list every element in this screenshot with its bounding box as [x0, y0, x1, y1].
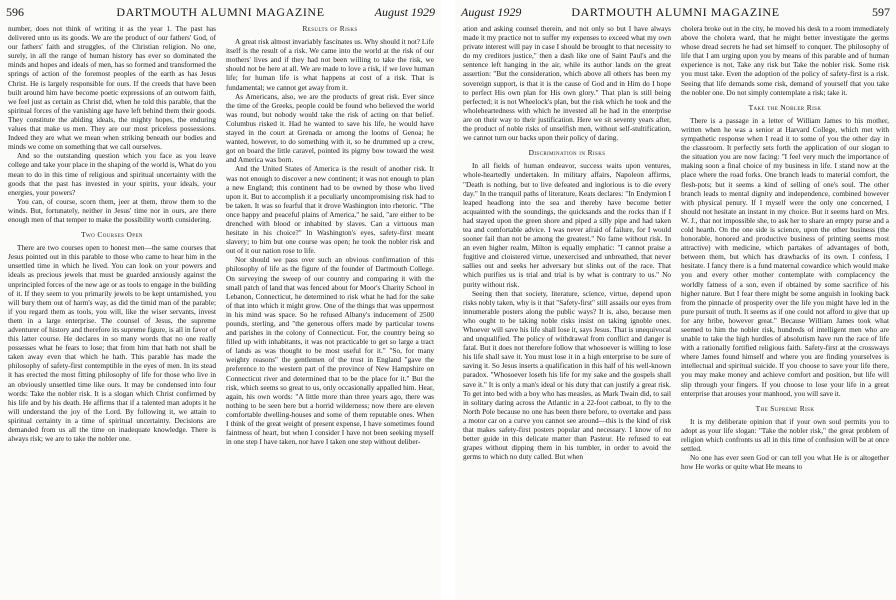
paragraph: There are two courses open to honest men—the same courses that Jesus pointed out in this parable to those who came to hear him in the unsettled time in which he lived. You can look on your powers and ideals as precious jewels that must be guarded anxiously against the unprincipled forces of the new age or as tools to engage in the building of it. If they seem to you primarily jewels to be kept untarnished, you will bury them out of harm's way, as did the timid man of the parable; if you regard them as tools, you will, like the wiser servants, invest them in a large enterprise. The counsel of Jesus, the supreme adventurer of history and therefore its supreme figure, is all in favor of this latter course. He declares in so many words that no one really possesses what he fears to lose; that from him that hath not shall be taken away even that which he hath. This parable has made the philosophy of safety-first contemptible in the eyes of men. In its stead it has erected the most fitting philosophy of life for those who live in an obviously unsettled time like ours. It may be condensed into four words: Take the nobler risk. It is a slogan which Christ confirmed by his life and by his death. He affirms that if a talented man adopts it he will understand the joy of the Lord. By following it, we attain to spiritual certainty in a time of spiritual uncertainty. Decisions are demanded from us all the time on inadequate knowledge. There is always risk; we are to take the nobler one.	[8, 243, 216, 444]
paragraph: It is my deliberate opinion that if your own soul permits you to adopt as your life slogan: "Take the nobler risk," the great problem of religion which confronts us all in this time of confusion will be at once settled.	[681, 416, 889, 454]
text-column	[681, 24, 889, 598]
paragraph: Nor should we pass over such an obvious confirmation of this philosophy of life as the figure of the founder of Dartmouth College. On surveying the sweep of our country and comparing it with the small patch of land that was fenced about for Moor's Charity School in Lebanon, Connecticut, he determined to risk what he had for the sake of that into which it might grow. One of the things that was uppermost in his mind was space. So he refused Albany's inducement of 2500 pounds, sterling, and "the generous offers made by particular towns and parishes in the colony of Connecticut. For, the country being so filled up with inhabitants, it was not practicable to get so large a tract of lands as was thought to be most useful for it." "So, for many weighty reasons" the gentlemen of the trust in England "gave the preference to the western part of the province of New Hampshire on Connecticut river and determined that to be the place for it." But the risk, which seems so great to us, only occasionally appalled him. Hear, again, his own words: "A little more than three years ago, there was nothing to be seen here but a horrid wilderness; now there are eleven comfortable dwelling-houses and some of them reputable ones. When I think of the great weight of present expense, I have sometimes found faintness of heart, but when I consider I have not been seeking myself in one step I have taken, nor have I taken one step without deliber-	[226, 255, 434, 447]
issue-date: August 1929	[374, 5, 435, 19]
magazine-title: DARTMOUTH ALUMNI MAGAZINE	[571, 5, 780, 19]
paragraph: number, does not think of writing it as the year 1. The past has delivered unto us its goods. We are the product of our fathers' God, of our fathers' faith and struggles, of the Christian religion. No one, surely, in all the range of human history has ever so dominated the minds and hopes and ideals of men, has so formed and transformed the springs of action of the foremost peoples of the earth as has Jesus Christ. He is largely responsible for ours. If the creeds that have been built around him have become poetic expressions of an outworn faith, we feel just as certain as Christ did, when he told this parable, that the spiritual forces of the vanishing age have left behind them their goods. They constitute the abiding ideals, the mighty hopes, the enduring values that make us men. They are our most priceless possessions. Indeed they are what we mean when striking beneath our bodies and minds we come on something that we call ourselves.	[8, 24, 216, 152]
paragraph: You can, of course, scorn them, jeer at them, throw them to the winds. But, fortunately, neither in Jesus' time nor in ours, are there enough men of that temper to make the possibility worth considering.	[8, 196, 216, 224]
paragraph: In all fields of human endeavor, success waits upon ventures, whole-heartedly undertaken. In military affairs, Napoleon affirms, "Death is nothing, but to live defeated and inglorious is to die every day." In the tranquil paths of literature, Keats declares: "In Endymion I leaped headlong into the sea and thereby have become better acquainted with the soundings, the quicksands and the rocks than if I had stayed upon the green shore and piped a silly pipe and had taken tea and comfortable advice. I was never afraid of failure, for I would sooner fail than not be among the greatest." No fame without risk. In an even higher realm, Milton is equally emphatic: "I cannot praise a fugitive and cloistered virtue, unexercised and unbreathed, that never sallies out and seeks her adversary but slinks out of the race. That which purifies us is trial and trial is by what is contrary to us." No purity without risk.	[463, 161, 671, 289]
section-heading: The Supreme Risk	[755, 403, 815, 413]
page-header	[461, 4, 890, 20]
section-heading: Discrimination in Risks	[528, 148, 606, 158]
page-header	[6, 4, 435, 20]
paragraph: ation and asking counsel therein, and not only so but I have always made it my practice not to suffer my expenses to exceed what my own private interest will pay in case I should be brought to that necessity to do my creditors justice," then a dash like one of Saint Paul's and the sentence left hanging in the air, while its author lands on the great assertion: "But the consideration, which above all others has been my sovereign support, is that it is the cause of God and in Him do I hope to perfect His own plan for His own glory." That plan is still being perfected; it is not Wheelock's plan, but the risk which he took and the wholeheartedness with which he invested all he had in the enterprise are on their way to their justification. Here we sit seventy years after, the product of noble risks of unselfish men, without self-stultification, we cannot turn our backs upon their policy of daring.	[463, 24, 671, 143]
page-gutter	[441, 0, 455, 600]
section-heading: Two Courses Open	[81, 230, 143, 240]
right-page	[455, 0, 896, 600]
paragraph: No one has ever seen God or can tell you what He is or altogether how He works or quite what He means to	[681, 453, 889, 472]
text-column	[8, 24, 216, 598]
paragraph: A great risk almost invariably fascinates us. Why should it not? Life itself is the result of a risk. We came into the world at the risk of our mothers' lives and if they had not been willing to take the risk, we should not be here at all. We are made to love a risk, if we love human life; for human life is what happens at cost of a risk. That is fundamental; we cannot get away from it.	[226, 37, 434, 92]
section-heading: Results of Risks	[302, 24, 358, 33]
paragraph: And so the outstanding question which you face as you leave college and take your place in the shaping of the world is, What do you mean to do in this time of religious and spiritual uncertainty with the goods that the past has invested in your spirits, your ideals, your energies, your powers?	[8, 151, 216, 197]
paragraph: As Americans, also, we are the products of great risk. Ever since the time of the Greeks, people could be found who believed the world was round, but nobody would take the risk of acting on that belief. Columbus risked it. Had he wanted to save his life, he would have stayed in the court at Grenada or among the looms of Genoa; he wanted, however, to do something with it, so he drummed up a crew, got on board the little caravel, pointed its pigmy bow toward the west and America was born.	[226, 91, 434, 165]
paragraph: Seeing then that society, literature, science, virtue, depend upon risks nobly taken, why is it that "Safety-first" still assails our eyes from innumerable posters along the public ways? It is, also, because men who ought to be taking noble risks insist on taking ignoble ones. Whoever will save his life shall lose it, says Jesus. That is unequivocal and unqualified. The policy of withdrawal from conflict and danger is fatal. But it does not therefore follow that whosoever is willing to lose his life shall save it. You must lose it in a high enterprise to be sure of saving it. So Jesus inserts a qualification in this half of his well-known paradox. "Whosoever loseth his life for my sake and the gospels shall save it." It is only a man's ideal or his duty that can justify a great risk. To get into bed with a boy who has measles, as Mark Twain did, to sail in solitary daring across the Atlantic in a 22-foot catboat, to fly to the North Pole because no one has been there before, to overtake and pass a motor car on a curve you cannot see around—this is the kind of risk that makes safety-first posters popular and necessary. I know of no better guide in this delicate matter than Pasteur. He refused to eat grapes without dipping them in his tumbler, in order to avoid the germs to which no duty called. But when	[463, 288, 671, 462]
paragraph: There is a passage in a letter of William James to his mother, written when he was a senior at Harvard College, which met with sympathetic response when I read it to some of you the other day in the classroom. It perfectly sets forth the application of our slogan to the situation you are now facing: "I feel very much the importance of making soon a final choice of my business in life. I stand now at the place where the road forks. One branch leads to material comfort, the flesh-pots; but it seems a kind of selling of one's soul. The other branch leads to mental dignity and independence, combined however with physical penury. If I myself were the only one concerned, I should not hesitate an instant in my choice. But it seems hard on Mrs. W. J., that not impossible she, to ask her to share an empty purse and a cold hearth. On the one side is science, upon the other business (the honorable, honored and productive business of printing seems most attractive) with medicine, which partakes of advantages of both, between them, but which has drawbacks of its own. I confess, I hesitate. I fancy there is a fund maternal cowardice which would make you and every other mother contemplate with complacency the worldly fatness of a son, even if obtained by some sacrifice of his higher nature. But I fear there might be some anguish in looking back from the pinnacle of prosperity over the life you might have led in the pure pursuit of truth. It seems as if one could not afford to give that up for any bribe, however great." Because William James took what seemed to him the nobler risk, hundreds of intelligent men who are unable to take the high hurdles of absolutism have run the race of life with a rationally fortified religious faith. Safety-first at the crossways where James found himself and where you are finding yourselves is intellectual and spiritual suicide. If you choose to save your life there, you may make money and achieve comfort and position, but life will slip through your fingers. If you choose to lose your life in a great enterprise that arouses your manhood, you will save it.	[681, 115, 889, 398]
text-column	[226, 24, 434, 598]
left-page	[0, 0, 441, 600]
section-heading: Take the Nobler Risk	[748, 102, 822, 112]
page-number: 597	[872, 5, 890, 19]
text-column	[463, 24, 671, 598]
issue-date: August 1929	[461, 5, 522, 19]
paragraph: cholera broke out in the city, he moved his desk to a room immediately above the cholera ward, that he might better investigate the germs whose dread secrets he had set himself to conquer. The philosophy of life that I am urging upon you by means of this parable and of human experience is not, Take any risk but Take the nobler risk. Some risk you must take. Even the adoption of the policy of safety-first is a risk. Seeing that life demands some risk, demand of yourself that you take the nobler one. Do not simply contemplate a risk; take it.	[681, 24, 889, 97]
paragraph: And the United States of America is the result of another risk. It was not enough to discover a new continent; it was not enough to plan a new England; this continent had to be owned by those who lived upon it. But to accomplish it a peculiarly uncompromising risk had to be taken. It was so fearful that it drove Washington into rhetoric. "The once happy and peaceful plains of America," he said, "are either to be drenched with blood or inhabited by slaves. Can a virtuous man hesitate in his choice?" In Washington's eyes, safety-first meant slavery; to him but one course was open; he took the nobler risk and out of it our nation rose to life.	[226, 164, 434, 256]
magazine-title: DARTMOUTH ALUMNI MAGAZINE	[116, 5, 325, 19]
page-number: 596	[6, 5, 24, 19]
